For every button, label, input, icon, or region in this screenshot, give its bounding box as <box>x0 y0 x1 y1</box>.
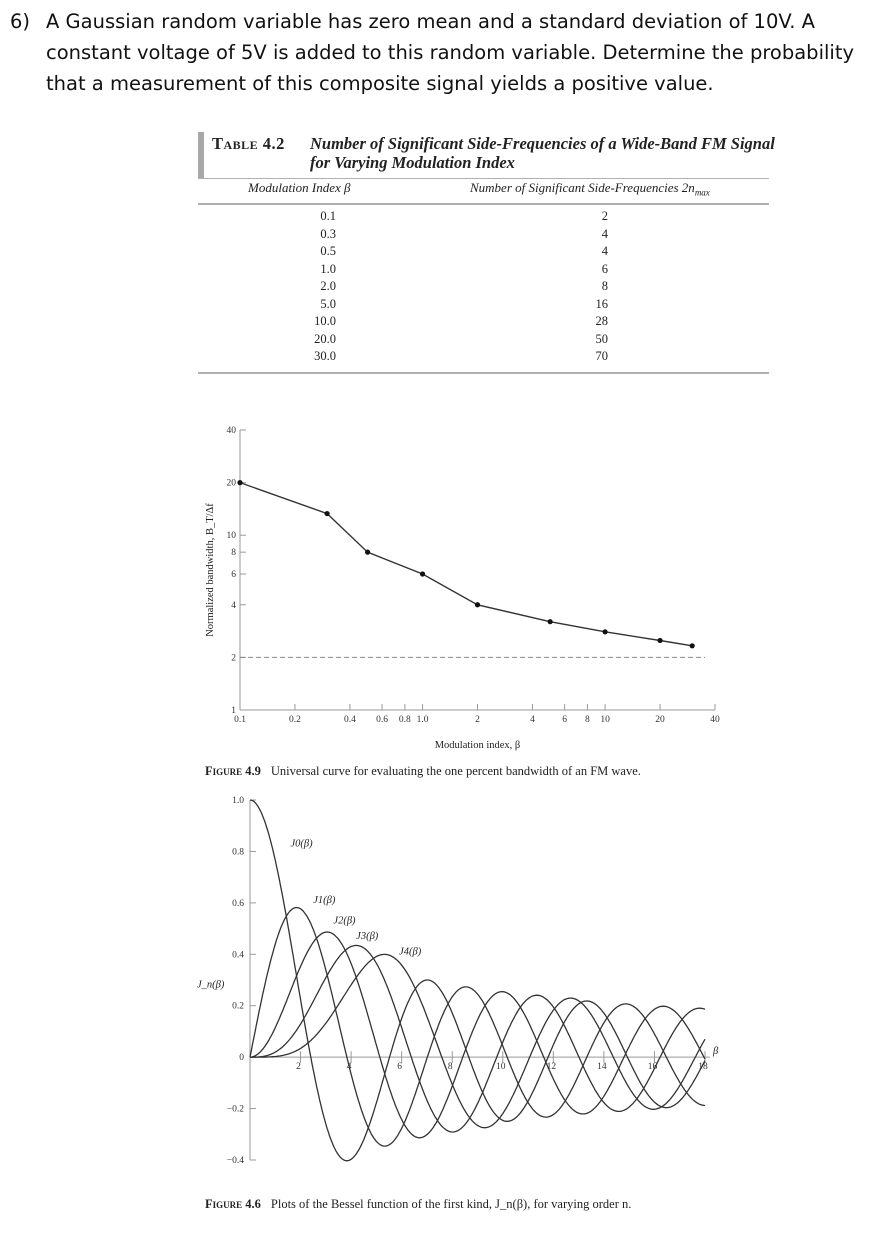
bessel-curve-j3 <box>250 945 705 1132</box>
y-tick-label: −0.2 <box>226 1104 244 1115</box>
bessel-chart <box>195 785 735 1180</box>
question-text: A Gaussian random variable has zero mean and a standard deviation of 10V. A constant voltage of 5V is added to this random variable. Determine the probability that a measurement of this composite signal yields a positive value. <box>46 10 855 95</box>
table-cell-sidefreq: 4 <box>601 226 608 241</box>
y-tick-label: 40 <box>226 426 236 436</box>
bandwidth-data-point <box>324 511 329 516</box>
x-tick-label: 0.4 <box>343 715 356 725</box>
table-cell-sidefreq: 8 <box>601 279 608 293</box>
x-tick-label: 10 <box>600 715 610 725</box>
x-axis-label: β <box>713 1046 719 1058</box>
x-tick-label: 0.6 <box>376 715 388 725</box>
y-tick-label: 0.6 <box>232 898 244 909</box>
x-tick-label: 0.2 <box>289 715 301 725</box>
table-cell-beta: 0.1 <box>320 209 336 223</box>
x-tick-label: 0.8 <box>398 715 411 725</box>
figure-4-9-label: Figure 4.9 <box>205 764 261 778</box>
x-tick-label: 6 <box>562 715 567 725</box>
figure-4-6-text: Plots of the Bessel function of the first kind, J_n(β), for varying order n. <box>270 1197 632 1211</box>
table-row <box>198 262 769 280</box>
table-cell-sidefreq: 6 <box>601 261 608 276</box>
x-tick-label: 10 <box>496 1062 506 1073</box>
bandwidth-data-point <box>602 629 607 634</box>
bessel-curve-j0 <box>250 800 705 1161</box>
table-row <box>198 332 769 350</box>
table-cell-sidefreq: 28 <box>595 314 608 328</box>
y-tick-label: 20 <box>226 478 236 489</box>
table-row <box>198 227 769 245</box>
bessel-label-j3: J3(β) <box>356 930 379 942</box>
table-cell-sidefreq: 2 <box>601 209 608 223</box>
table-cell-sidefreq: 4 <box>601 244 608 258</box>
y-tick-label: 0.8 <box>232 847 244 858</box>
table-col2-header-text: Number of Significant Side-Frequencies 2n <box>470 180 695 195</box>
table-top-rule <box>198 178 769 179</box>
bandwidth-data-point <box>475 602 480 607</box>
table-col1-header: Modulation Index β <box>248 180 351 195</box>
figure-4-9-text: Universal curve for evaluating the one percent bandwidth of an FM wave. <box>270 764 641 778</box>
bessel-label-j1: J1(β) <box>313 894 336 906</box>
bessel-curve-j2 <box>250 932 705 1138</box>
y-tick-label: 0 <box>239 1053 244 1064</box>
y-tick-label: 0.4 <box>232 950 244 961</box>
figure-4-6-caption <box>205 1197 631 1212</box>
x-tick-label: 14 <box>597 1062 607 1073</box>
x-tick-label: 2 <box>475 715 480 725</box>
bandwidth-chart <box>195 415 735 760</box>
y-axis-label: J_n(β) <box>197 979 225 991</box>
figure-4-6-label: Figure 4.6 <box>205 1197 261 1211</box>
bandwidth-data-point <box>420 571 425 576</box>
y-tick-label: 4 <box>231 600 236 611</box>
x-tick-label: 20 <box>655 715 665 725</box>
table-cell-beta: 5.0 <box>320 296 336 311</box>
table-cell-beta: 1.0 <box>320 261 336 276</box>
table-row <box>198 279 769 297</box>
y-tick-label: 8 <box>231 548 236 559</box>
table-row <box>198 314 769 332</box>
table-row <box>198 297 769 315</box>
table-cell-sidefreq: 16 <box>595 296 608 311</box>
table-label: Table 4.2 <box>212 134 285 153</box>
table-title: Number of Significant Side-Frequencies of a Wide-Band FM Signal for Varying Modulation Index <box>310 134 775 172</box>
bandwidth-data-point <box>657 638 662 643</box>
x-tick-label: 40 <box>710 715 720 725</box>
table-accent-bar <box>198 132 204 178</box>
table-cell-sidefreq: 50 <box>595 331 608 346</box>
table-cell-beta: 10.0 <box>314 314 336 328</box>
x-tick-label: 12 <box>546 1062 557 1073</box>
table-row <box>198 349 769 367</box>
table-row <box>198 244 769 262</box>
y-tick-label: 1.0 <box>232 796 244 806</box>
x-tick-label: 1.0 <box>416 715 429 725</box>
bessel-label-j4: J4(β) <box>399 946 422 958</box>
y-tick-label: −0.4 <box>226 1156 244 1166</box>
table-body <box>198 209 769 367</box>
table-cell-beta: 0.5 <box>320 244 336 258</box>
bessel-curve-j4 <box>250 954 705 1127</box>
question-number: 6) <box>10 10 31 33</box>
x-tick-label: 8 <box>585 715 590 725</box>
table-header-rule <box>198 203 769 205</box>
table-row <box>198 209 769 227</box>
table-cell-beta: 0.3 <box>320 226 336 241</box>
x-tick-label: 2 <box>296 1062 301 1073</box>
y-tick-label: 0.2 <box>232 1001 244 1012</box>
table-cell-beta: 20.0 <box>314 331 336 346</box>
y-tick-label: 10 <box>226 531 236 542</box>
bessel-curve-j1 <box>250 908 705 1147</box>
table-col2-header <box>470 180 710 198</box>
x-axis-label: Modulation index, β <box>434 740 521 751</box>
x-tick-label: 6 <box>397 1062 403 1073</box>
x-tick-label: 4 <box>530 715 535 725</box>
bessel-label-j2: J2(β) <box>333 915 356 927</box>
table-cell-beta: 30.0 <box>314 349 336 363</box>
y-tick-label: 1 <box>231 706 236 716</box>
bandwidth-data-point <box>365 550 370 555</box>
bessel-label-j0: J0(β) <box>290 838 313 850</box>
x-tick-label: 4 <box>346 1062 352 1073</box>
x-tick-label: 8 <box>447 1062 453 1073</box>
table-caption <box>212 134 775 172</box>
y-axis-label: Normalized bandwidth, B_T/Δf <box>205 503 216 637</box>
table-cell-beta: 2.0 <box>320 279 336 293</box>
bandwidth-data-point <box>237 480 242 485</box>
bandwidth-data-point <box>548 619 553 624</box>
table-cell-sidefreq: 70 <box>595 349 608 363</box>
x-tick-label: 16 <box>647 1062 658 1073</box>
y-tick-label: 2 <box>231 653 236 664</box>
table-col2-header-sub: max <box>694 187 710 198</box>
x-tick-label: 18 <box>698 1062 708 1073</box>
bandwidth-series-line <box>240 483 692 646</box>
y-tick-label: 6 <box>231 569 236 580</box>
table-bottom-rule <box>198 372 769 374</box>
bandwidth-data-point <box>690 643 695 648</box>
x-tick-label: 0.1 <box>234 715 246 725</box>
figure-4-9-caption <box>205 764 641 779</box>
